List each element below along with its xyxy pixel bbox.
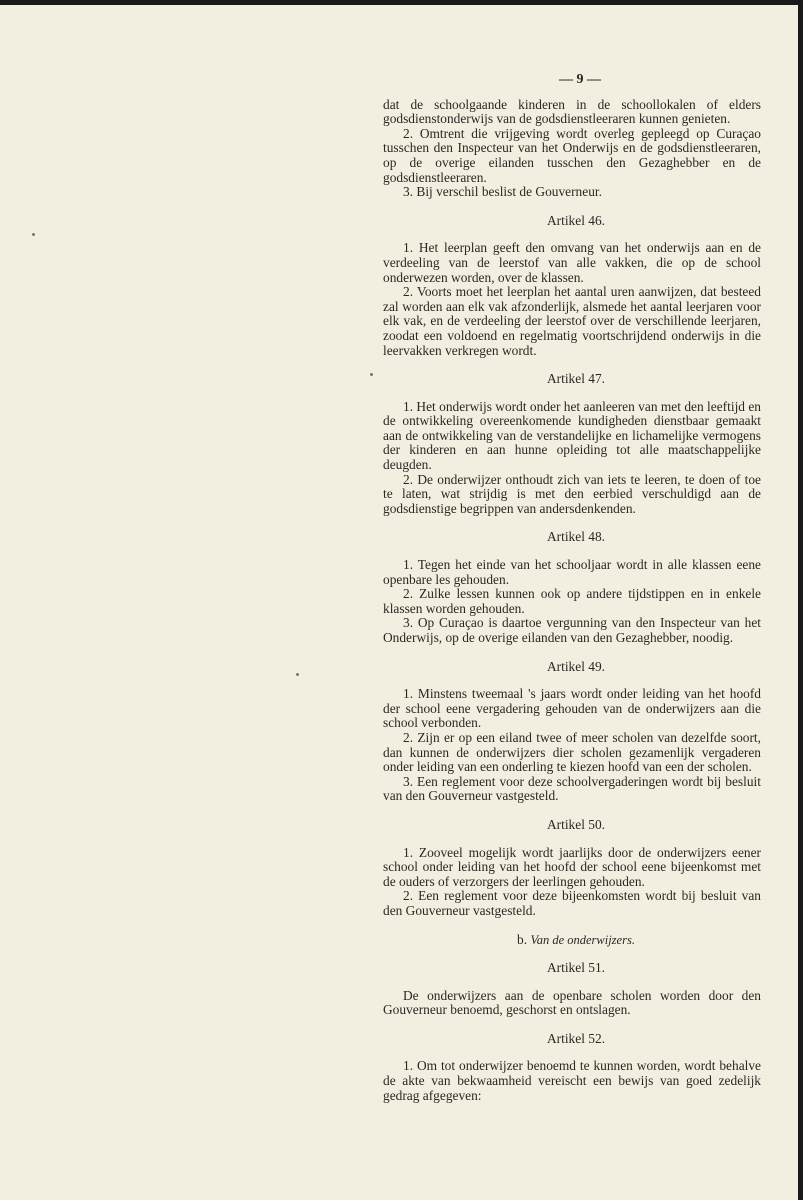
- article-paragraph: 1. Om tot onderwijzer benoemd te kunnen worden, wordt behalve de akte van bekwaamheid vereischt een bewijs van goed zedelijk gedrag afgegeven:: [383, 1058, 761, 1103]
- article-paragraph: 1. Zooveel mogelijk wordt jaarlijks door de onderwijzers eener school onder leiding van het hoofd der school eene bijeenkomst met de ouders of verzorgers der leerlingen gehouden.: [383, 844, 761, 889]
- article-paragraph: 1. Minstens tweemaal 's jaars wordt onder leiding van het hoofd der school eene vergadering gehouden van de onderwijzers aan die school verbonden.: [383, 686, 761, 731]
- article-paragraph: 3. Op Curaçao is daartoe vergunning van den Inspecteur van het Onderwijs, op de overige eilanden van den Gezaghebber, noodig.: [383, 615, 761, 645]
- paper-speck: [32, 233, 35, 236]
- intro-paragraph: dat de schoolgaande kinderen in de schoollokalen of elders godsdienstonderwijs van de godsdienstleeraren kunnen genieten.: [383, 96, 761, 127]
- intro-paragraph: 2. Omtrent die vrijgeving wordt overleg gepleegd op Curaçao tusschen den Inspecteur van het Onderwijs en de godsdienstleeraren, op de overige eilanden tusschen den Gezaghebber en de godsdienstleeraren.: [383, 125, 761, 185]
- intro-paragraph: 3. Bij verschil beslist de Gouverneur.: [403, 184, 602, 200]
- section-letter: b.: [517, 931, 528, 947]
- article-heading: Artikel 49.: [546, 658, 605, 674]
- article-paragraph: 1. Tegen het einde van het schooljaar wordt in alle klassen eene openbare les gehouden.: [383, 557, 761, 587]
- article-paragraph: 2. De onderwijzer onthoudt zich van iets te leeren, te doen of toe te laten, wat strijdig is met den eerbied verschuldigd aan de godsdienstige begrippen van andersdenkenden.: [383, 471, 761, 516]
- section-heading: [383, 933, 761, 948]
- article-paragraph: 2. Een reglement voor deze bijeenkomsten wordt bij besluit van den Gouverneur vastgesteld.: [383, 888, 761, 918]
- article-heading: Artikel 50.: [546, 816, 605, 832]
- article-heading: Artikel 52.: [546, 1030, 605, 1046]
- paper-speck: [296, 673, 299, 676]
- article-heading: Artikel 47.: [546, 371, 605, 387]
- text-column: [383, 73, 761, 1103]
- article-heading: Artikel 46.: [546, 212, 605, 228]
- article-heading: Artikel 51.: [546, 960, 605, 976]
- article-paragraph: 1. Het onderwijs wordt onder het aanleeren van met den leeftijd en de ontwikkeling overeenkomende kundigheden dienstbaar gemaakt aan de ontwikkeling van de verstandelijke en lichamelijke vermogens der kinderen en aan hunne opleiding tot alle maatschappelijke deugden.: [383, 398, 761, 473]
- article-paragraph: 2. Zijn er op een eiland twee of meer scholen van dezelfde soort, dan kunnen de onderwijzers dier scholen gezamenlijk vergaderen onder leiding van een onderling te kiezen hoofd van een der scholen.: [383, 729, 761, 775]
- article-paragraph: 1. Het leerplan geeft den omvang van het onderwijs aan en de verdeeling van de leerstof van alle vakken, die op de school onderwezen worden, over de klassen.: [383, 240, 761, 285]
- article-paragraph: De onderwijzers aan de openbare scholen worden door den Gouverneur benoemd, geschorst en ontslagen.: [383, 987, 761, 1018]
- section-title: Van de onderwijzers.: [530, 932, 635, 947]
- paper-speck: [370, 373, 373, 376]
- article-heading: Artikel 48.: [546, 529, 605, 545]
- page-number: — 9 —: [559, 72, 601, 87]
- article-paragraph: 2. Voorts moet het leerplan het aantal uren aanwijzen, dat besteed zal worden aan elk vak afzonderlijk, alsmede het aantal leerjaren voor elk vak, en de verdeeling der leerstof over de verschillende leerjaren, zoodat een voldoend en regelmatig voortschrijdend onderwijs in die leervakken verkregen wordt.: [383, 284, 761, 358]
- article-paragraph: 3. Een reglement voor deze schoolvergaderingen wordt bij besluit van den Gouverneur vastgesteld.: [383, 773, 761, 804]
- article-paragraph: 2. Zulke lessen kunnen ook op andere tijdstippen en in enkele klassen worden gehouden.: [383, 586, 761, 616]
